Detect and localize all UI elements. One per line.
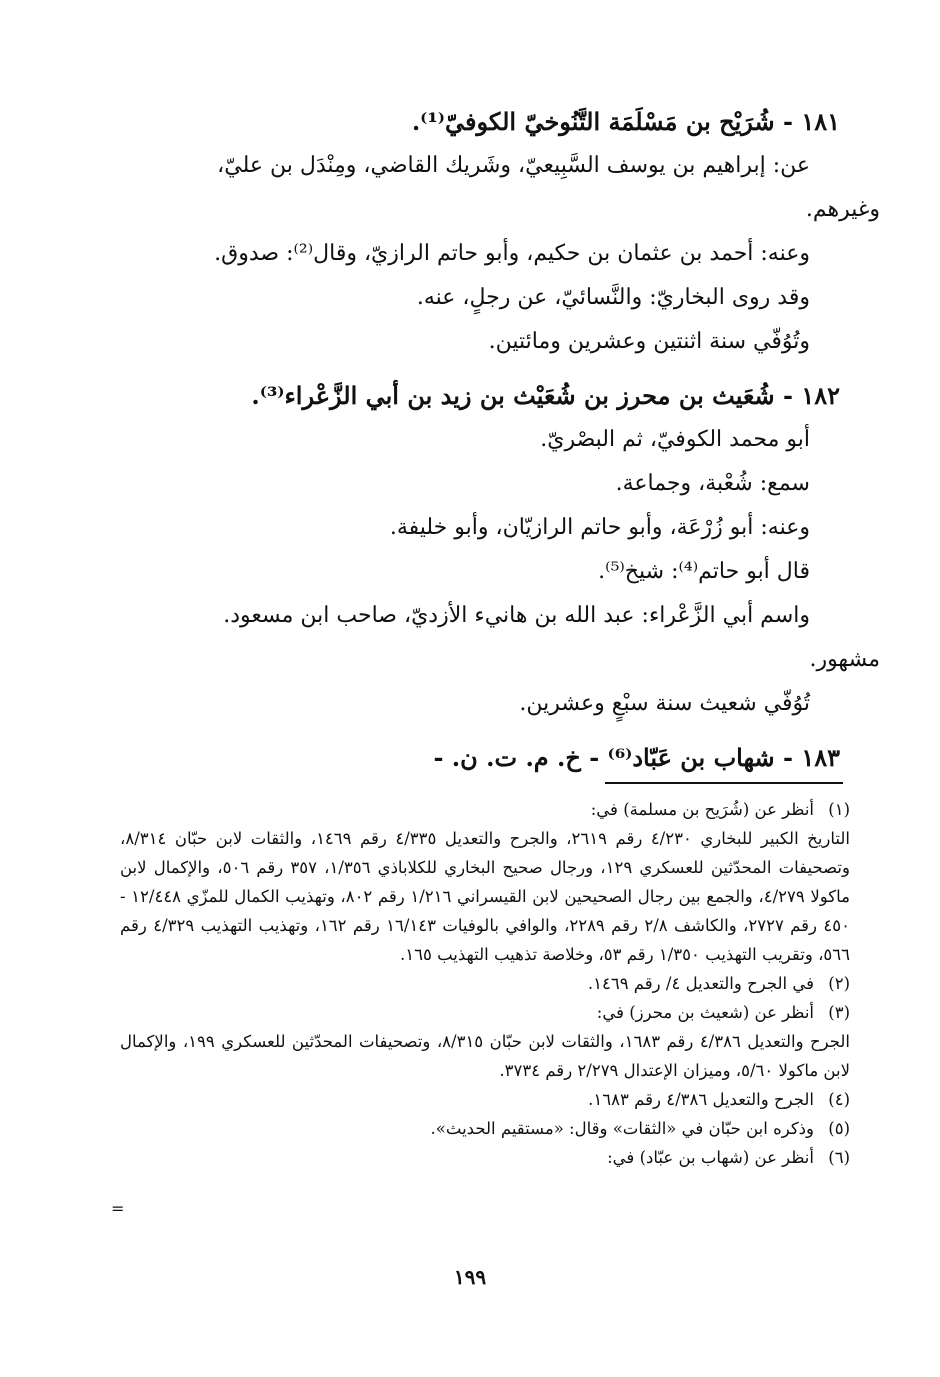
entry-182-line: واسم أبي الزَّعْراء: عبد الله بن هانيء الأزديّ، صاحب ابن مسعود. (223, 603, 810, 628)
footnote-lead: في الجرح والتعديل ٤/ رقم ١٤٦٩. (587, 974, 814, 993)
entry-181-heading: ١٨١ - شُرَيْح بن مَسْلَمَة التَّنُوخيّ الكوفيّ⁽¹⁾. (411, 107, 840, 136)
footnote (120, 1114, 850, 1143)
footnote-number: (٦) (828, 1148, 850, 1167)
footnote-number: (١) (828, 800, 850, 819)
footnote-lead: أنظر عن (شعيث بن محرز) في: (596, 1003, 814, 1022)
footnote (120, 998, 850, 1027)
footnote (120, 1143, 850, 1172)
entry-181-line: وتُوُفّي سنة اثنتين وعشرين ومائتين. (488, 329, 810, 354)
footnote-number: (٢) (828, 974, 850, 993)
footnote-divider (605, 782, 843, 784)
entry-182-line: أبو محمد الكوفيّ، ثم البصْريّ. (540, 427, 810, 452)
entry-182-line: سمع: شُعْبة، وجماعة. (615, 471, 810, 496)
footnote-lead: أنظر عن (شُرَيح بن مسلمة) في: (590, 800, 814, 819)
footnote (120, 969, 850, 998)
footnote-continuation (120, 824, 850, 969)
entry-181-line: عن: إبراهيم بن يوسف السَّبِيعيّ، وشَريك القاضي، ومِنْدَل بن عليّ، (217, 153, 810, 178)
footnote (120, 795, 850, 824)
footnote-number: (٤) (828, 1090, 850, 1109)
entry-181-line: وعنه: أحمد بن عثمان بن حكيم، وأبو حاتم الرازيّ، وقال⁽²⁾: صدوق. (214, 241, 810, 266)
entry-181-line: وغيرهم. (805, 197, 880, 222)
entry-182-line: وعنه: أبو زُرْعَة، وأبو حاتم الرازيّان، وأبو خليفة. (389, 515, 810, 540)
main-text (120, 100, 880, 780)
continuation-mark: = (111, 1199, 125, 1218)
page-number: ١٩٩ (453, 1265, 487, 1289)
footnote-lead: أنظر عن (شهاب بن عبّاد) في: (607, 1148, 814, 1167)
footnote-body: الجرح والتعديل ٤/٣٨٦ رقم ١٦٨٣، والثقات لابن حبّان ٨/٣١٥، وتصحيفات المحدّثين للعسكري ١٩٩، والإكمال لابن ماكولا ٥/٦٠، وميزان الإعتدال ٢/٢٧٩ رقم ٣٧٣٤. (120, 1032, 850, 1080)
entry-181-line: وقد روى البخاريّ: والنَّسائيّ، عن رجلٍ، عنه. (416, 285, 810, 310)
footnote-lead: الجرح والتعديل ٤/٣٨٦ رقم ١٦٨٣. (588, 1090, 814, 1109)
footnote-lead: وذكره ابن حبّان في «الثقات» وقال: «مستقيم الحديث». (430, 1119, 814, 1138)
entry-182-heading: ١٨٢ - شُعَيث بن محرز بن شُعَيْث بن زيد بن أبي الزَّعْراء⁽³⁾. (251, 381, 840, 410)
footnote-number: (٣) (828, 1003, 850, 1022)
footnote (120, 1085, 850, 1114)
footnote-body: التاريخ الكبير للبخاري ٤/٢٣٠ رقم ٢٦١٩، والجرح والتعديل ٤/٣٣٥ رقم ١٤٦٩، والثقات لابن حبّان ٨/٣١٤، وتصحيفات المحدّثين للعسكري ١٢٩، ورجال صحيح البخاري للكلاباذي ١/٣٥٦، ٣٥٧ رقم ٥٠٦، والإكمال لابن ماكولا ٤/٢٧٩، والجمع بين رجال الصحيحين لابن القيسراني ١/٢١٦ رقم ٨٠٢، وتهذيب الكمال للمزّي ١٢/٤٤٨ - ٤٥٠ رقم ٢٧٢٧، والكاشف ٢/٨ رقم ٢٢٨٩، والوافي بالوفيات ١٦/١٤٣ رقم ١٦٢، وتهذيب التهذيب ٤/٣٢٩ رقم ٥٦٦، وتقريب التهذيب ١/٣٥٠ رقم ٥٣، وخلاصة تذهيب التهذيب ١٦٥. (120, 829, 850, 964)
footnotes (120, 795, 850, 1172)
entry-183-heading: ١٨٣ - شهاب بن عَبّاد⁽⁶⁾ - خ. م. ت. ن. - (433, 743, 840, 772)
footnote-continuation (120, 1027, 850, 1085)
entry-182-line: مشهور. (809, 647, 880, 672)
entry-182-line: تُوُفّي شعيث سنة سبْعٍ وعشرين. (519, 691, 810, 716)
footnote-number: (٥) (828, 1119, 850, 1138)
entry-182-line: قال أبو حاتم⁽⁴⁾: شيخ⁽⁵⁾. (598, 559, 810, 584)
